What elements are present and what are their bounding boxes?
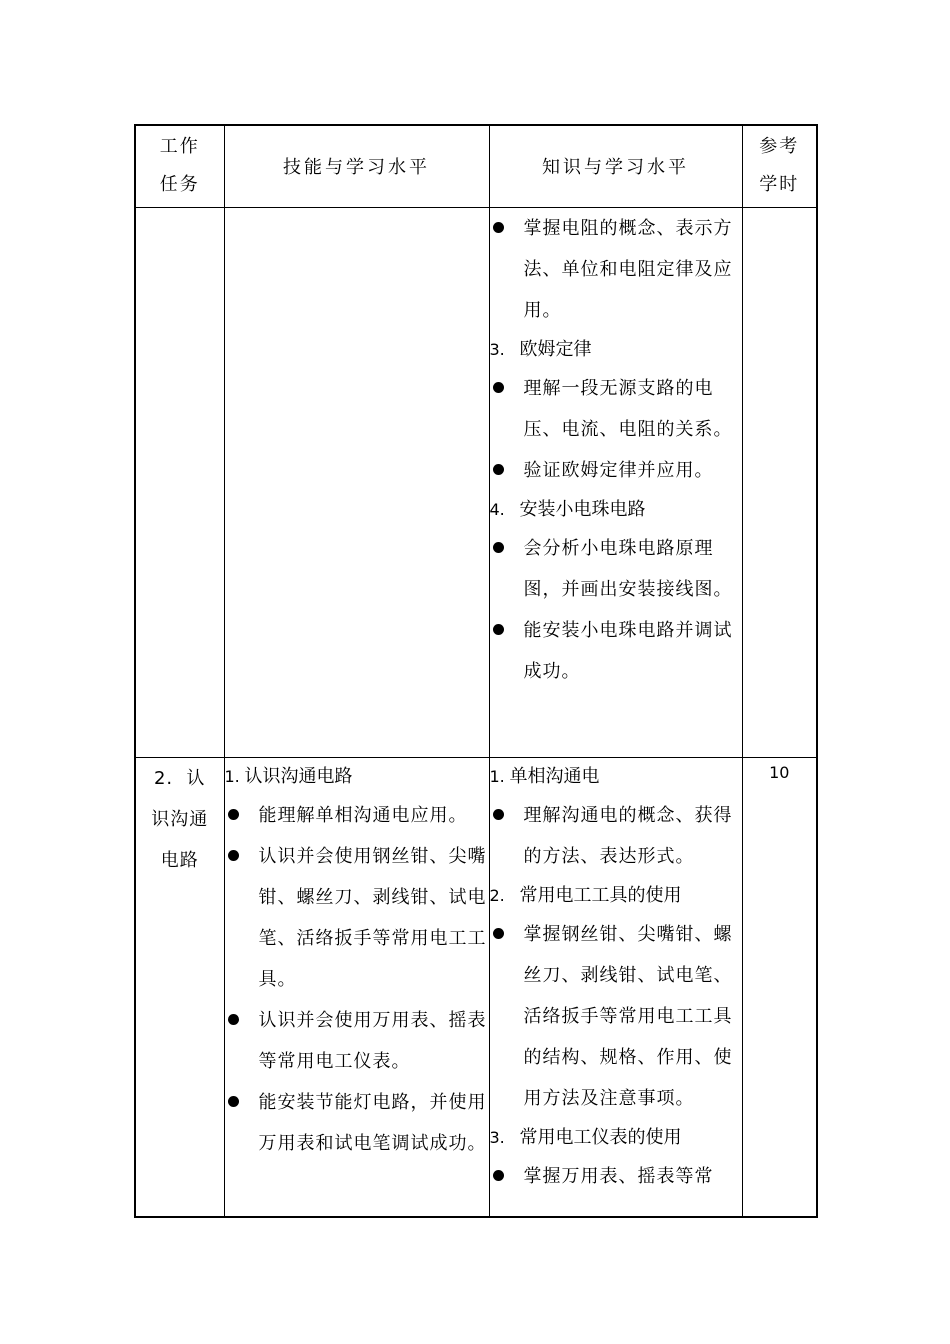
- table-row-task-2: [135, 757, 817, 1217]
- bullet-icon: [493, 928, 504, 939]
- list-item-numbered: 2. 常用电工工具的使用: [489, 884, 682, 906]
- cell-hours-empty: [742, 207, 817, 757]
- cell-skill-task-2: [224, 757, 489, 1217]
- list-item: 掌握电阻的概念、表示方法、单位和电阻定律及应用。: [490, 208, 742, 331]
- hours-value: 10: [769, 762, 790, 782]
- cell-knowledge-task-2: [489, 757, 742, 1217]
- bullet-icon: [228, 809, 239, 820]
- list-item: 能理解单相沟通电应用。: [225, 795, 489, 836]
- bullet-icon: [493, 1170, 504, 1181]
- task-name-line3: 电路: [160, 849, 199, 871]
- task-name-line2: 识沟通: [151, 808, 209, 830]
- list-item: 掌握万用表、摇表等常: [490, 1156, 742, 1197]
- list-item: 理解沟通电的概念、获得的方法、表达形式。: [490, 795, 742, 877]
- cell-knowledge-continued: [489, 207, 742, 757]
- bullet-icon: [493, 222, 504, 233]
- header-hours: [742, 125, 817, 207]
- cell-task-name: [135, 757, 224, 1217]
- header-skill: [224, 125, 489, 207]
- list-item: 能安装小电珠电路并调试成功。: [490, 610, 742, 692]
- header-task-line1: 工作: [159, 136, 200, 158]
- list-item-numbered: 3. 欧姆定律: [489, 338, 592, 360]
- bullet-icon: [493, 464, 504, 475]
- bullet-icon: [493, 624, 504, 635]
- header-skill-label: 技能与学习水平: [283, 157, 430, 179]
- bullet-icon: [493, 382, 504, 393]
- header-knowledge-label: 知识与学习水平: [542, 157, 689, 179]
- list-item-numbered: 3. 常用电工仪表的使用: [489, 1126, 682, 1148]
- header-task: [135, 125, 224, 207]
- header-hours-line1: 参考: [759, 136, 800, 158]
- cell-hours: [742, 757, 817, 1217]
- bullet-icon: [228, 850, 239, 861]
- header-hours-line2: 学时: [759, 174, 800, 196]
- bullet-icon: [228, 1096, 239, 1107]
- list-item: 掌握钢丝钳、尖嘴钳、螺丝刀、剥线钳、试电笔、活络扳手等常用电工工具的结构、规格、作用、使用方法及注意事项。: [490, 914, 742, 1119]
- list-item: 验证欧姆定律并应用。: [490, 450, 742, 491]
- bullet-icon: [228, 1014, 239, 1025]
- task-name-line1: 2. 认: [153, 767, 206, 789]
- list-item-numbered: 4. 安装小电珠电路: [489, 498, 646, 520]
- bullet-icon: [493, 809, 504, 820]
- list-item: 认识并会使用钢丝钳、尖嘴钳、螺丝刀、剥线钳、试电笔、活络扳手等常用电工工具。: [225, 836, 489, 1000]
- list-item: 会分析小电珠电路原理图，并画出安装接线图。: [490, 528, 742, 610]
- header-knowledge: [489, 125, 742, 207]
- header-task-line2: 任务: [159, 174, 200, 196]
- table-header-row: [135, 125, 817, 207]
- table-row-continued: [135, 207, 817, 757]
- list-item: 理解一段无源支路的电压、电流、电阻的关系。: [490, 368, 742, 450]
- list-item: 能安装节能灯电路，并使用万用表和试电笔调试成功。: [225, 1082, 489, 1164]
- curriculum-table: [134, 124, 818, 1218]
- cell-task-empty: [135, 207, 224, 757]
- list-item-numbered: 1. 单相沟通电: [489, 765, 600, 787]
- list-item-numbered: 1. 认识沟通电路: [224, 765, 353, 787]
- bullet-icon: [493, 542, 504, 553]
- cell-skill-empty: [224, 207, 489, 757]
- list-item: 认识并会使用万用表、摇表等常用电工仪表。: [225, 1000, 489, 1082]
